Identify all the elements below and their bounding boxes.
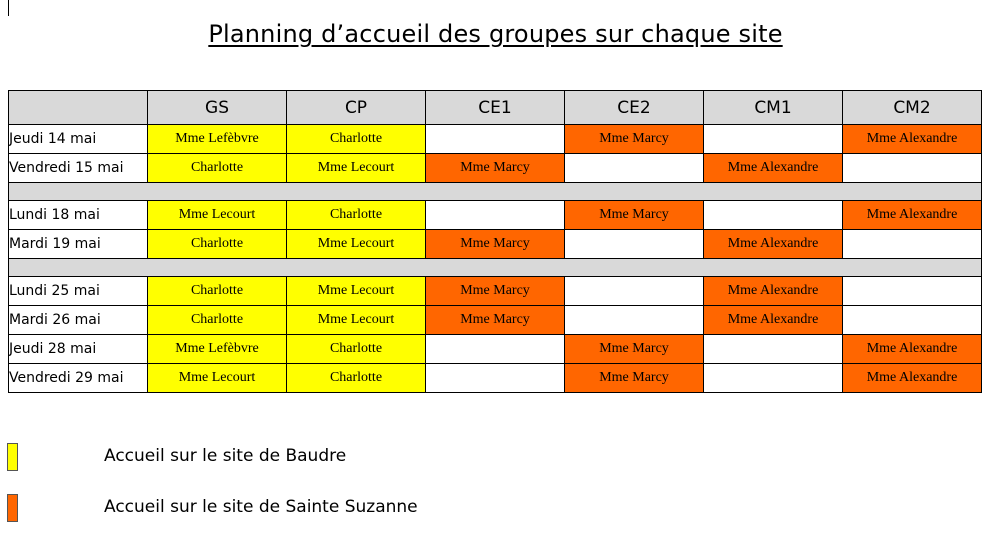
cell-ce2: [565, 230, 704, 259]
cell-cm2: Mme Alexandre: [843, 335, 982, 364]
day-label: Mardi 26 mai: [9, 306, 148, 335]
cell-ce2: [565, 306, 704, 335]
page-title: Planning d’accueil des groupes sur chaque site: [208, 20, 783, 48]
column-header-cm2: CM2: [843, 91, 982, 125]
cell-cm2: [843, 230, 982, 259]
separator-row: [9, 183, 982, 201]
cell-ce2: Mme Marcy: [565, 335, 704, 364]
cell-cm2: Mme Alexandre: [843, 364, 982, 393]
cell-cm2: Mme Alexandre: [843, 125, 982, 154]
cell-ce1: [426, 125, 565, 154]
cell-gs: Charlotte: [148, 154, 287, 183]
cell-ce2: Mme Marcy: [565, 201, 704, 230]
cell-cm1: [704, 335, 843, 364]
cell-ce1: [426, 364, 565, 393]
table-row: [9, 277, 982, 306]
day-label: Mardi 19 mai: [9, 230, 148, 259]
cell-cp: Charlotte: [287, 201, 426, 230]
day-label: Lundi 18 mai: [9, 201, 148, 230]
cell-cp: Charlotte: [287, 335, 426, 364]
cell-cm1: Mme Alexandre: [704, 230, 843, 259]
column-header-ce2: CE2: [565, 91, 704, 125]
cell-ce1: [426, 201, 565, 230]
table-row: [9, 201, 982, 230]
cell-cm2: [843, 277, 982, 306]
cell-cp: Mme Lecourt: [287, 306, 426, 335]
legend-label-baudre: Accueil sur le site de Baudre: [104, 446, 347, 466]
legend-label-sainte-suzanne: Accueil sur le site de Sainte Suzanne: [104, 497, 418, 517]
cell-ce1: Mme Marcy: [426, 277, 565, 306]
legend-swatch-sainte-suzanne: [7, 494, 18, 522]
cell-cm1: Mme Alexandre: [704, 306, 843, 335]
cell-cm2: Mme Alexandre: [843, 201, 982, 230]
table-row: [9, 230, 982, 259]
day-label: Jeudi 14 mai: [9, 125, 148, 154]
cell-cm1: [704, 125, 843, 154]
cell-ce2: Mme Marcy: [565, 364, 704, 393]
day-label: Vendredi 15 mai: [9, 154, 148, 183]
planning-body: [9, 125, 982, 393]
legend-swatch-baudre: [7, 443, 18, 471]
cell-gs: Mme Lecourt: [148, 364, 287, 393]
cell-ce1: Mme Marcy: [426, 306, 565, 335]
text-cursor: [8, 0, 9, 16]
table-row: [9, 125, 982, 154]
cell-cm1: [704, 201, 843, 230]
column-header-gs: GS: [148, 91, 287, 125]
separator-cell: [9, 183, 982, 201]
day-label: Vendredi 29 mai: [9, 364, 148, 393]
cell-cm1: [704, 364, 843, 393]
column-header-ce1: CE1: [426, 91, 565, 125]
cell-gs: Charlotte: [148, 277, 287, 306]
cell-cp: Mme Lecourt: [287, 277, 426, 306]
cell-ce1: Mme Marcy: [426, 230, 565, 259]
table-row: [9, 364, 982, 393]
cell-cm2: [843, 154, 982, 183]
cell-gs: Charlotte: [148, 306, 287, 335]
column-header-cm1: CM1: [704, 91, 843, 125]
separator-row: [9, 259, 982, 277]
table-row: [9, 154, 982, 183]
header-corner-cell: [9, 91, 148, 125]
cell-cm1: Mme Alexandre: [704, 277, 843, 306]
cell-cp: Mme Lecourt: [287, 230, 426, 259]
cell-cm1: Mme Alexandre: [704, 154, 843, 183]
cell-ce2: Mme Marcy: [565, 125, 704, 154]
cell-cp: Mme Lecourt: [287, 154, 426, 183]
planning-table: [8, 90, 982, 393]
cell-ce2: [565, 277, 704, 306]
cell-cm2: [843, 306, 982, 335]
cell-gs: Mme Lefèbvre: [148, 125, 287, 154]
day-label: Jeudi 28 mai: [9, 335, 148, 364]
table-row: [9, 306, 982, 335]
column-header-cp: CP: [287, 91, 426, 125]
table-row: [9, 335, 982, 364]
separator-cell: [9, 259, 982, 277]
day-label: Lundi 25 mai: [9, 277, 148, 306]
cell-gs: Mme Lecourt: [148, 201, 287, 230]
cell-ce1: [426, 335, 565, 364]
cell-ce1: Mme Marcy: [426, 154, 565, 183]
cell-gs: Mme Lefèbvre: [148, 335, 287, 364]
cell-cp: Charlotte: [287, 364, 426, 393]
cell-ce2: [565, 154, 704, 183]
header-row: [9, 91, 982, 125]
cell-gs: Charlotte: [148, 230, 287, 259]
cell-cp: Charlotte: [287, 125, 426, 154]
